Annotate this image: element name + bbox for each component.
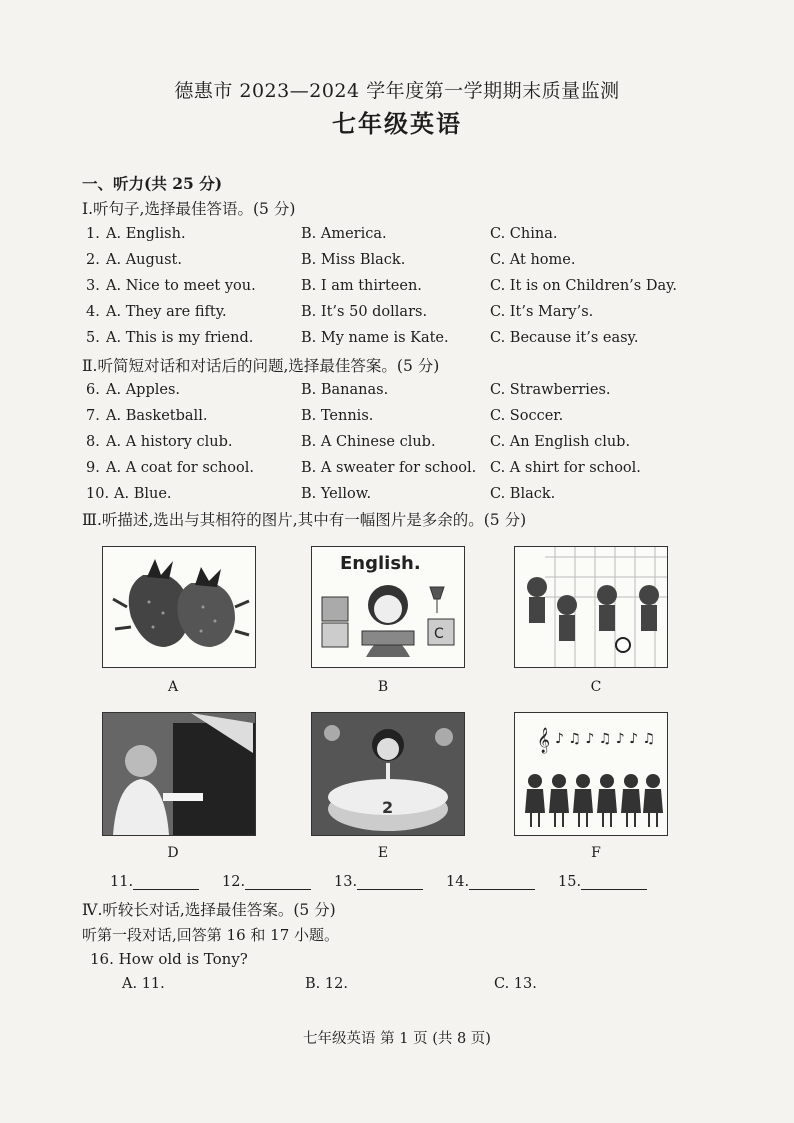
exam-subject: 七年级英语	[332, 109, 462, 138]
part4-intro: 听第一段对话,回答第 16 和 17 小题。	[82, 926, 340, 944]
section-listening-title: 一、听力(共 25 分)	[82, 174, 223, 193]
question-number: 3.	[86, 278, 100, 294]
option-a: A. A history club.	[106, 434, 233, 450]
english-girl-icon	[312, 547, 464, 667]
option-c: C. It is on Children’s Day.	[490, 278, 677, 294]
option-a: A. English.	[106, 226, 186, 242]
blank-number: 13.	[334, 874, 358, 890]
part2-title: Ⅱ.听简短对话和对话后的问题,选择最佳答案。(5 分)	[82, 357, 440, 375]
option-c: C. A shirt for school.	[490, 460, 641, 476]
picture-label: F	[591, 845, 601, 861]
option-c: C. At home.	[490, 252, 576, 268]
answer-blank-15[interactable]	[558, 874, 647, 890]
part1-title: Ⅰ.听句子,选择最佳答语。(5 分)	[82, 200, 296, 218]
blank-number: 11.	[110, 874, 134, 890]
option-c: C. Soccer.	[490, 408, 564, 424]
option-c: C. It’s Mary’s.	[490, 304, 594, 320]
singing-children-picture	[514, 712, 668, 836]
part4-title: Ⅳ.听较长对话,选择最佳答案。(5 分)	[82, 901, 336, 919]
option-c: C. Strawberries.	[490, 382, 611, 398]
option-a: A. A coat for school.	[106, 460, 254, 476]
option-c: C. Black.	[490, 486, 556, 502]
birthday-cake-picture	[311, 712, 465, 836]
blank-number: 15.	[558, 874, 582, 890]
question-number: 8.	[86, 434, 100, 450]
option-a: A. Blue.	[114, 486, 172, 502]
english-girl-picture	[311, 546, 465, 668]
english-word: English.	[340, 553, 421, 574]
part3-title: Ⅲ.听描述,选出与其相符的图片,其中有一幅图片是多余的。(5 分)	[82, 511, 527, 529]
svg-text:𝄞: 𝄞	[537, 728, 551, 753]
soccer-kids-picture	[514, 546, 668, 668]
option-c: C. China.	[490, 226, 558, 242]
svg-text:♪ ♫ ♪ ♫ ♪ ♪ ♫: ♪ ♫ ♪ ♫ ♪ ♪ ♫	[555, 731, 656, 747]
page-footer: 七年级英语 第 1 页 (共 8 页)	[303, 1031, 491, 1047]
birthday-cake-icon	[312, 713, 464, 835]
piano-player-icon	[103, 713, 255, 835]
answer-blank-14[interactable]	[446, 874, 535, 890]
question-number: 2.	[86, 252, 100, 268]
singing-children-icon	[515, 713, 667, 835]
svg-text:2: 2	[382, 798, 394, 817]
question-number: 9.	[86, 460, 100, 476]
blank-number: 14.	[446, 874, 470, 890]
piano-player-picture	[102, 712, 256, 836]
strawberries-picture	[102, 546, 256, 668]
question-number: 6.	[86, 382, 100, 398]
question-number: 7.	[86, 408, 100, 424]
option-b: B. Bananas.	[301, 382, 389, 398]
option-a: A. Nice to meet you.	[106, 278, 256, 294]
option-a: A. They are fifty.	[106, 304, 227, 320]
question-16: 16. How old is Tony?	[90, 950, 248, 968]
option-b: B. 12.	[305, 976, 348, 992]
option-b: B. I am thirteen.	[301, 278, 422, 294]
blank-number: 12.	[222, 874, 246, 890]
option-c: C. Because it’s easy.	[490, 330, 639, 346]
option-b: B. Tennis.	[301, 408, 374, 424]
strawberries-icon	[103, 547, 255, 667]
option-b: B. Yellow.	[301, 486, 372, 502]
exam-title: 德惠市 2023—2024 学年度第一学期期末质量监测	[174, 80, 620, 102]
question-number: 1.	[86, 226, 100, 242]
option-a: A. 11.	[122, 976, 165, 992]
block-letter: C	[434, 626, 444, 642]
soccer-kids-icon	[515, 547, 667, 667]
answer-blank-11[interactable]	[110, 874, 199, 890]
option-b: B. My name is Kate.	[301, 330, 449, 346]
option-b: B. America.	[301, 226, 387, 242]
answer-blank-12[interactable]	[222, 874, 311, 890]
option-b: B. It’s 50 dollars.	[301, 304, 428, 320]
picture-label: D	[167, 845, 179, 861]
option-a: A. This is my friend.	[106, 330, 254, 346]
option-b: B. Miss Black.	[301, 252, 406, 268]
option-b: B. A Chinese club.	[301, 434, 436, 450]
question-number: 10.	[86, 486, 110, 502]
picture-label: B	[377, 679, 389, 695]
option-a: A. Basketball.	[106, 408, 208, 424]
option-c: C. An English club.	[490, 434, 631, 450]
picture-label: A	[167, 679, 179, 695]
picture-label: C	[590, 679, 602, 695]
option-c: C. 13.	[494, 976, 537, 992]
question-number: 4.	[86, 304, 100, 320]
question-number: 5.	[86, 330, 100, 346]
option-a: A. August.	[106, 252, 182, 268]
option-b: B. A sweater for school.	[301, 460, 477, 476]
answer-blank-13[interactable]	[334, 874, 423, 890]
option-a: A. Apples.	[106, 382, 180, 398]
picture-label: E	[377, 845, 389, 861]
